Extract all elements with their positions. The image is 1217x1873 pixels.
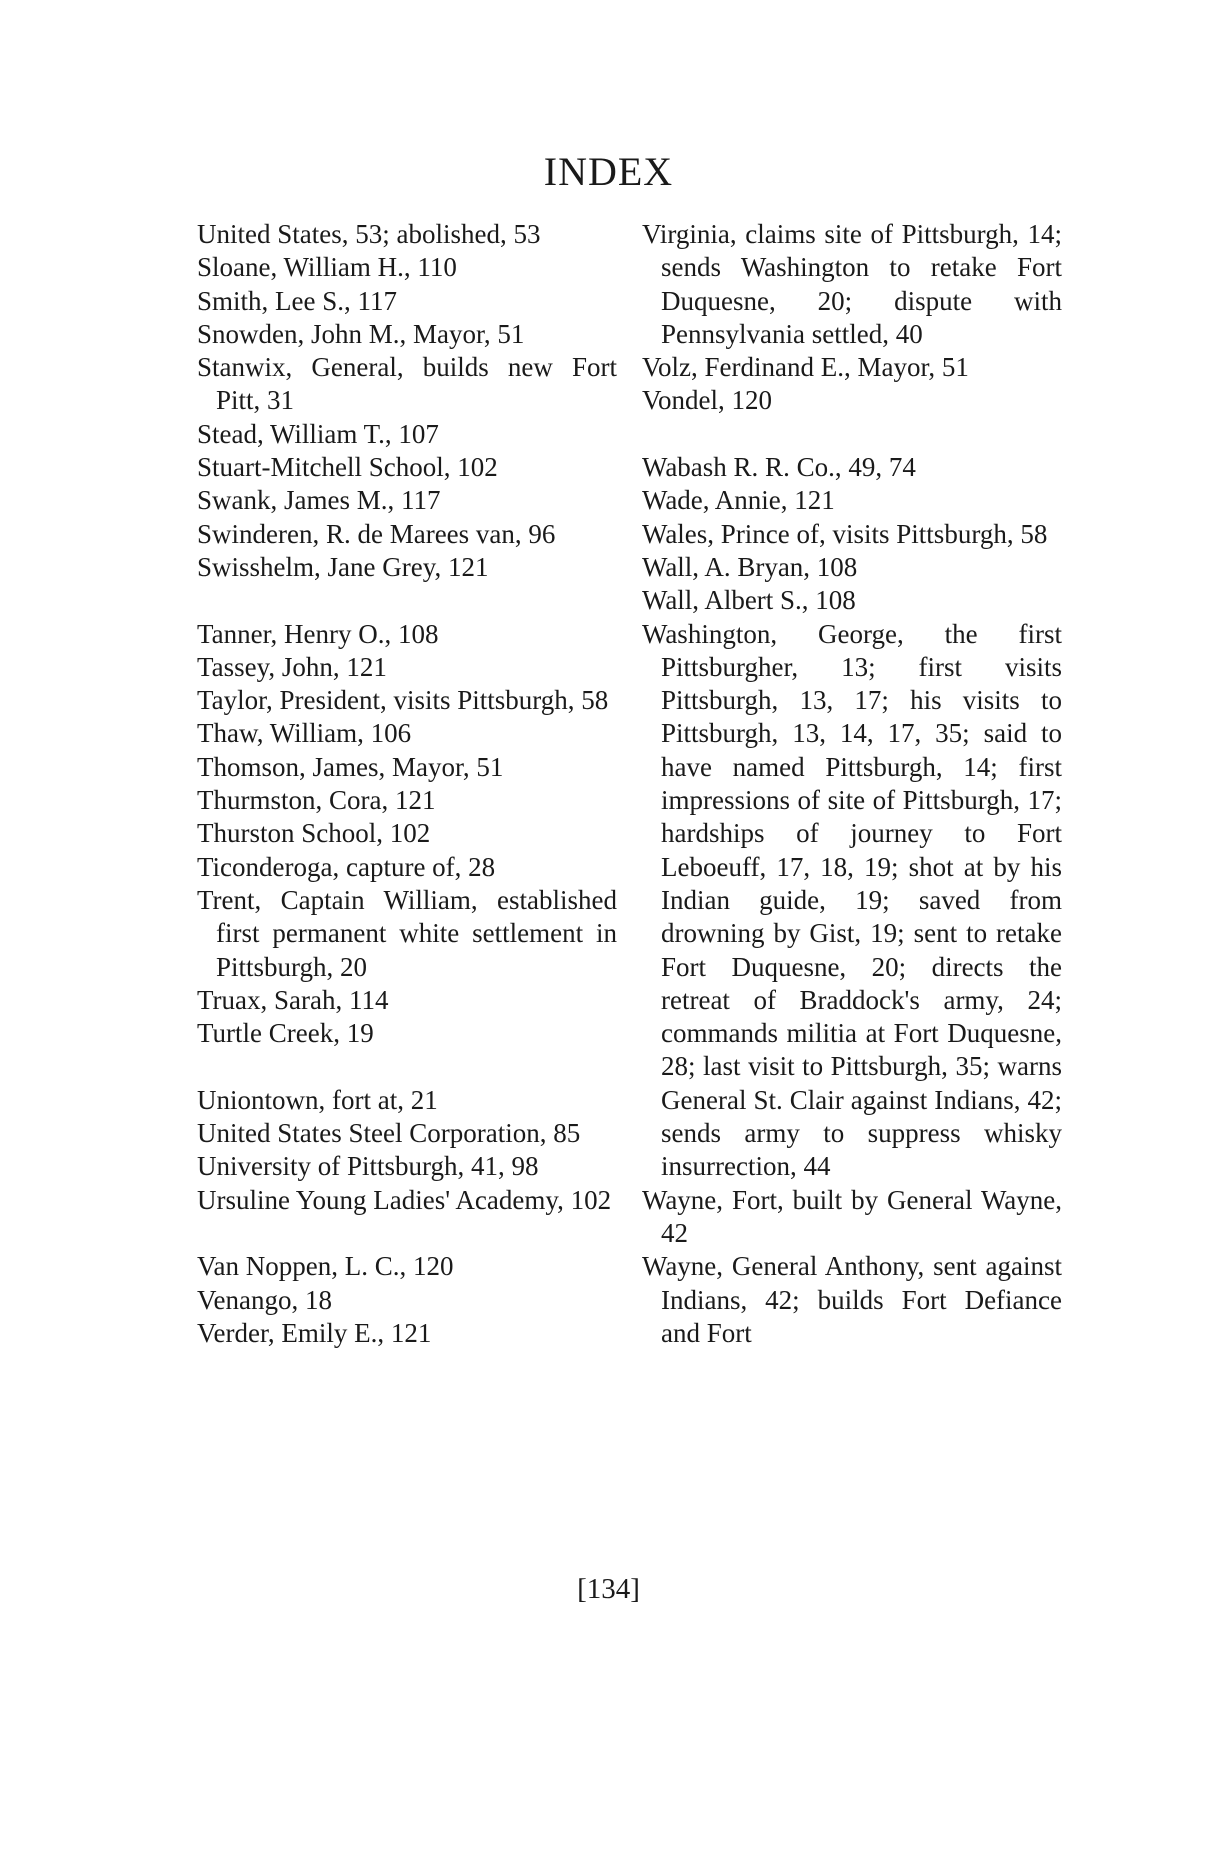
index-entry: United States, 53; abolished, 53 — [197, 219, 541, 249]
index-entry: Stuart-Mitchell School, 102 — [197, 452, 498, 483]
index-entry: Truax, Sarah, 114 — [197, 984, 389, 1015]
index-entry: Thurston School, 102 — [197, 818, 431, 849]
index-entry: Smith, Lee S., 117 — [197, 285, 397, 316]
index-entry: Snowden, John M., Mayor, 51 — [197, 318, 525, 349]
index-column-right — [642, 218, 1062, 1350]
index-entry: Venango, 18 — [197, 1284, 332, 1315]
index-entry: Washington, George, the first Pittsburgher, 13; first visits Pittsburgh, 13, 17; his visits to Pittsburgh, 13, 14, 17, 35; said to have named Pittsburgh, 14; first impressions of site of Pittsburgh, 17; hardships of journey to Fort Leboeuff, 17, 18, 19; shot at by his Indian guide, 19; saved from drowning by Gist, 19; sent to retake Fort Duquesne, 20; directs the retreat of Braddock's army, 24; commands militia at Fort Duquesne, 28; last visit to Pittsburgh, 35; warns General St. Clair against Indians, 42; sends army to suppress whisky insurrection, 44 — [642, 618, 1062, 1182]
index-entry: Ursuline Young Ladies' Academy, 102 — [197, 1184, 612, 1215]
index-entry: Wayne, Fort, built by General Wayne, 42 — [642, 1184, 1062, 1248]
section-gap — [197, 1050, 617, 1083]
index-entry: Vondel, 120 — [642, 385, 773, 416]
index-entry: Thaw, William, 106 — [197, 718, 412, 749]
section-gap — [197, 1217, 617, 1250]
section-gap — [642, 418, 1062, 451]
index-entry: Wayne, General Anthony, sent against Indians, 42; builds Fort Defiance and Fort — [642, 1251, 1062, 1348]
index-column-left — [197, 218, 617, 1350]
index-entry: Thurmston, Cora, 121 — [197, 785, 436, 816]
index-entry: Wall, A. Bryan, 108 — [642, 551, 858, 582]
index-entry: Tassey, John, 121 — [197, 651, 387, 682]
index-entry: Wabash R. R. Co., 49, 74 — [642, 452, 916, 483]
index-entry: Ticonderoga, capture of, 28 — [197, 851, 496, 882]
index-entry: Swinderen, R. de Marees van, 96 — [197, 518, 556, 549]
index-entry: Stead, William T., 107 — [197, 418, 439, 449]
index-entry: Volz, Ferdinand E., Mayor, 51 — [642, 352, 969, 383]
section-gap — [197, 584, 617, 617]
index-entry: United States Steel Corporation, 85 — [197, 1118, 581, 1149]
index-entry: Wall, Albert S., 108 — [642, 585, 856, 616]
index-entry: Verder, Emily E., 121 — [197, 1317, 432, 1348]
index-entry: Uniontown, fort at, 21 — [197, 1084, 438, 1115]
page-number: [134] — [577, 1573, 640, 1605]
index-entry: Wales, Prince of, visits Pittsburgh, 58 — [642, 518, 1048, 549]
index-entry: University of Pittsburgh, 41, 98 — [197, 1151, 539, 1182]
index-entry: Virginia, claims site of Pittsburgh, 14; sends Washington to retake Fort Duquesne, 20; dispute with Pennsylvania settled, 40 — [642, 219, 1062, 349]
index-entry: Stanwix, General, builds new Fort Pitt, 31 — [197, 352, 617, 416]
index-entry: Taylor, President, visits Pittsburgh, 58 — [197, 685, 609, 716]
index-entry: Van Noppen, L. C., 120 — [197, 1251, 454, 1282]
page-title: INDEX — [543, 149, 674, 194]
index-entry: Sloane, William H., 110 — [197, 252, 457, 283]
index-entry: Turtle Creek, 19 — [197, 1018, 374, 1049]
index-entry: Tanner, Henry O., 108 — [197, 618, 439, 649]
index-entry: Thomson, James, Mayor, 51 — [197, 751, 504, 782]
index-entry: Wade, Annie, 121 — [642, 485, 835, 516]
index-entry: Swank, James M., 117 — [197, 485, 441, 516]
index-entry: Trent, Captain William, established first permanent white settlement in Pittsburgh, 20 — [197, 884, 617, 982]
index-entry: Swisshelm, Jane Grey, 121 — [197, 551, 489, 582]
